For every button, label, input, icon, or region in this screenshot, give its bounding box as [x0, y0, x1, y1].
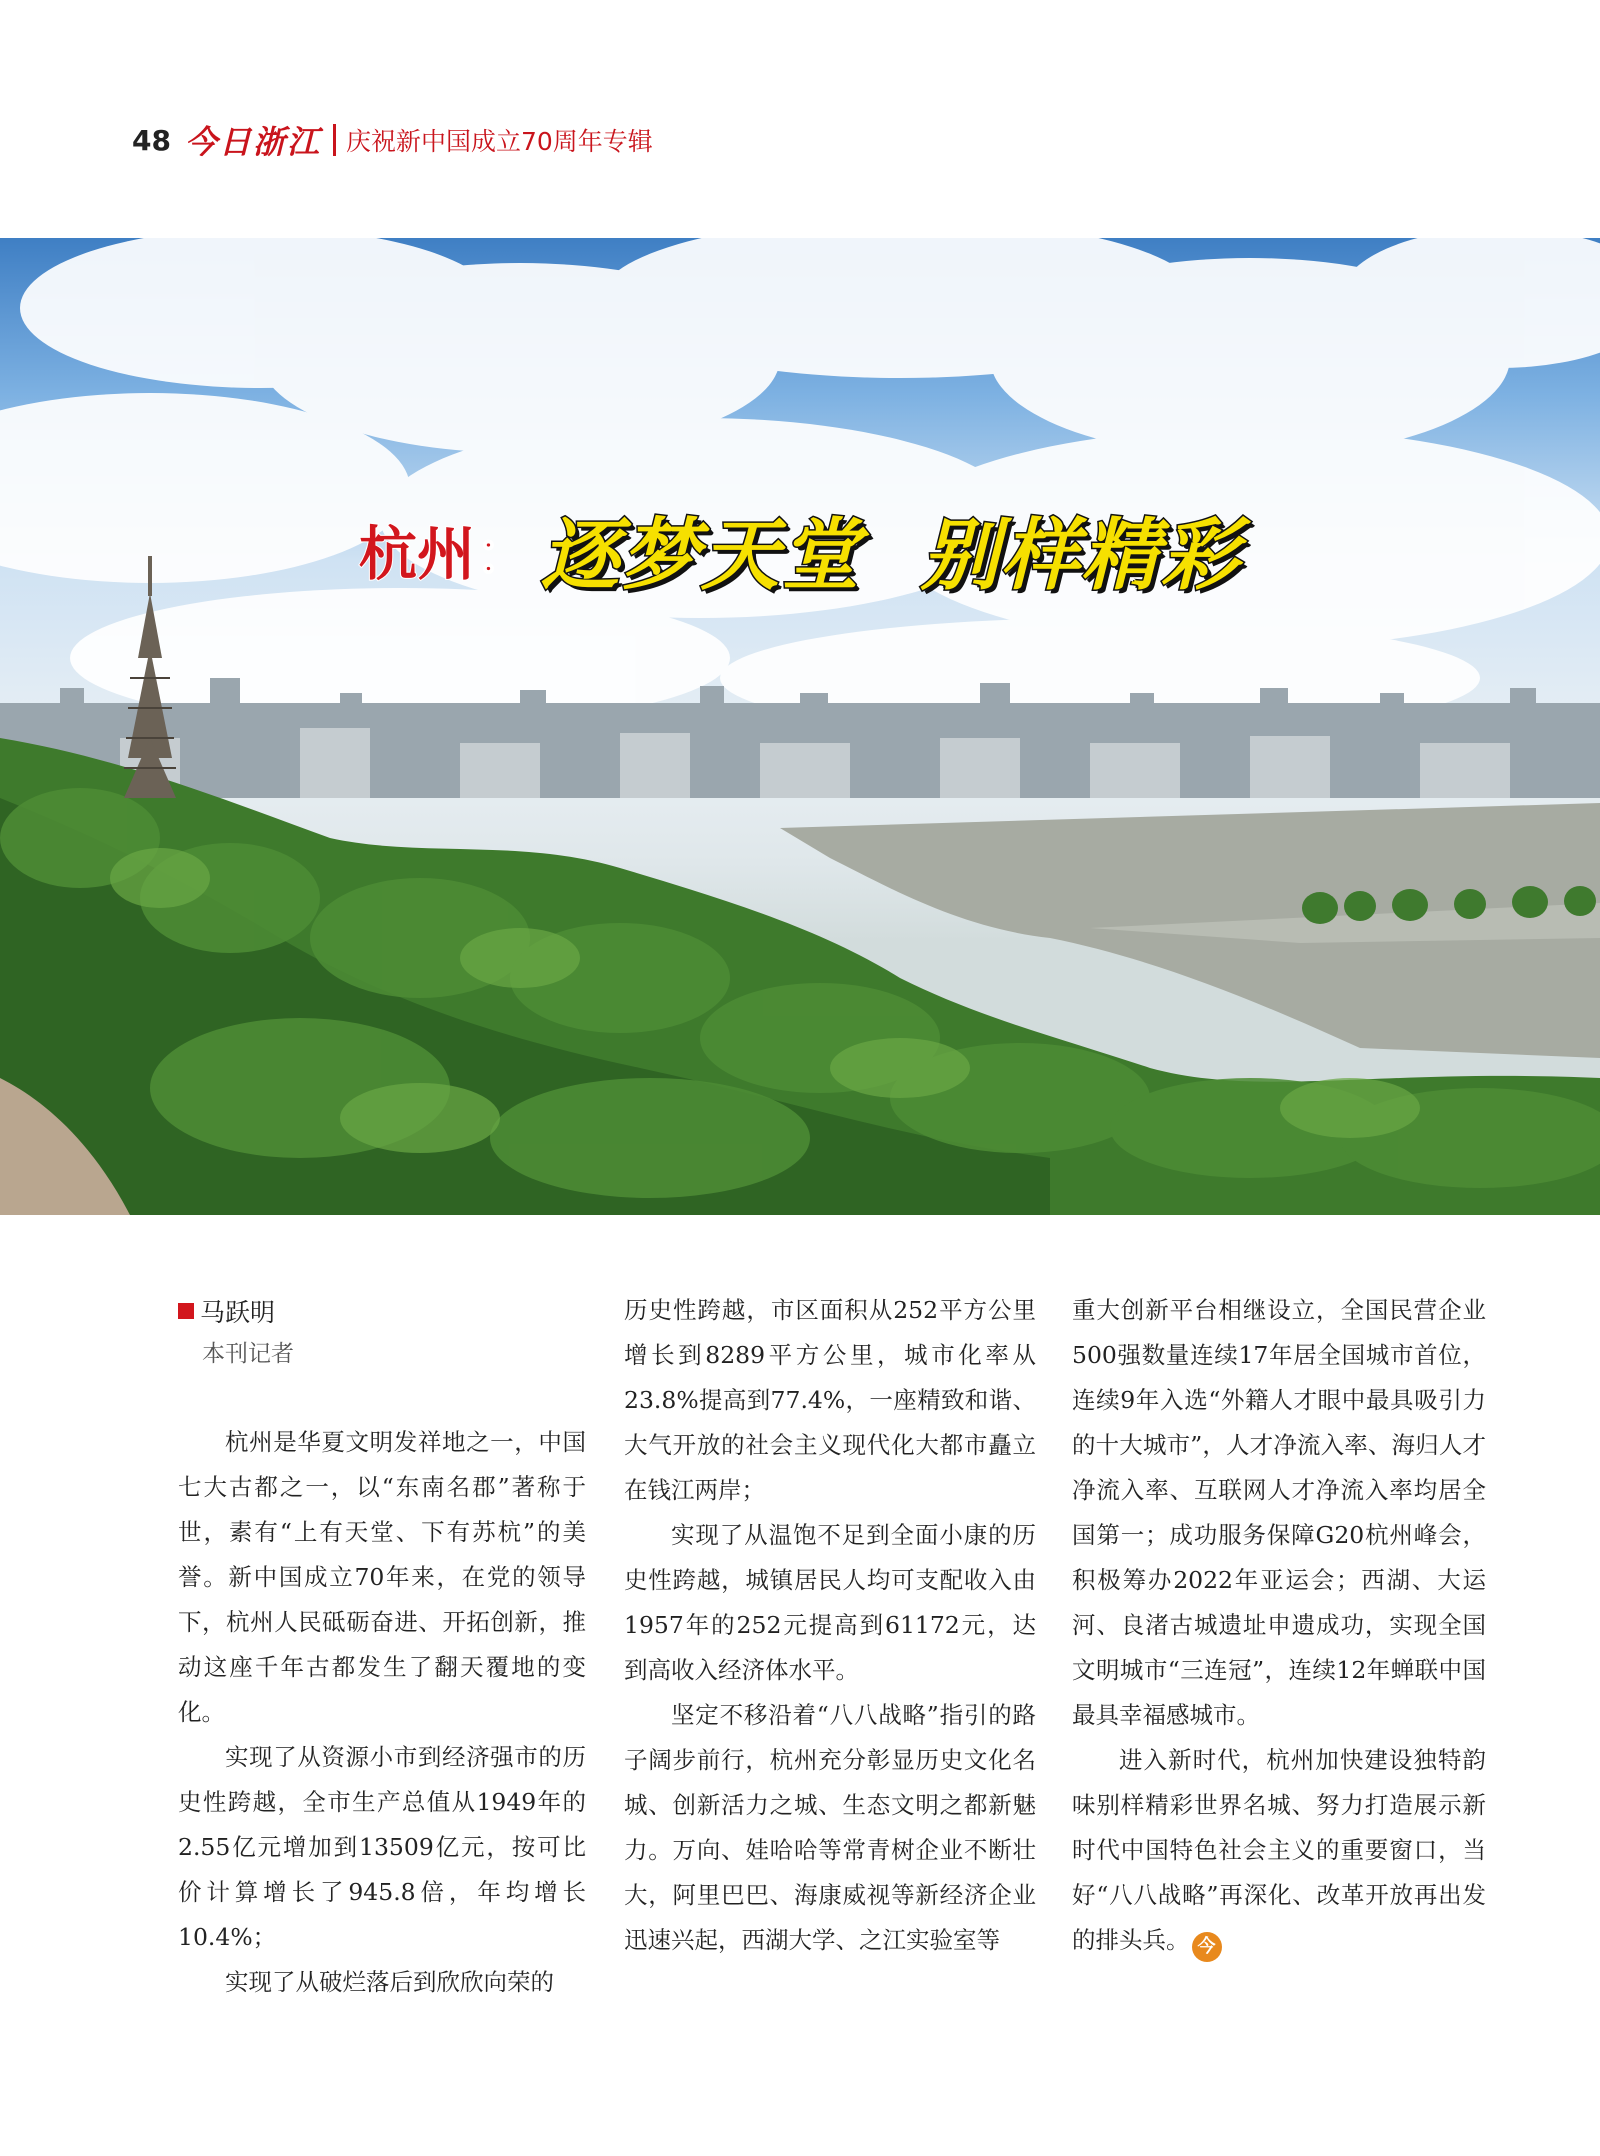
west-lake-landscape-illustration: [0, 238, 1600, 1215]
section-title: 庆祝新中国成立70周年专辑: [345, 127, 653, 156]
magazine-logo: 今日浙江: [184, 123, 321, 161]
page-number: 48: [132, 123, 171, 157]
title-city: 杭州: [358, 520, 475, 588]
hero-photo: [0, 238, 1600, 1215]
paragraph: [1072, 1738, 1486, 1963]
paragraph: 杭州是华夏文明发祥地之一，中国七大古都之一，以“东南名郡”著称于世，素有“上有天堂、下有苏杭”的美誉。新中国成立70年来，在党的领导下，杭州人民砥砺奋进、开拓创新，推动这座千年古都发生了翻天覆地的变化。: [178, 1428, 586, 1726]
title-phrase-2: 别样精彩: [921, 511, 1242, 601]
author-name: 马跃明: [200, 1298, 276, 1327]
paragraph: 实现了从破烂落后到欣欣向荣的: [225, 1968, 554, 1996]
byline: [178, 1293, 275, 1329]
paragraph-continued: 历史性跨越，市区面积从252平方公里增长到8289平方公里，城市化率从23.8%提高到77.4%，一座精致和谐、大气开放的社会主义现代化大都市矗立在钱江两岸；: [624, 1296, 1036, 1504]
closing-paragraph-text: 进入新时代，杭州加快建设独特韵味别样精彩世界名城、努力打造展示新时代中国特色社会主义的重要窗口，当好“八八战略”再深化、改革开放再出发的排头兵。: [1072, 1746, 1486, 1954]
hero-title: [0, 493, 1600, 605]
byline-marker: [178, 1303, 194, 1319]
paragraph: 实现了从资源小市到经济强市的历史性跨越，全市生产总值从1949年的2.55亿元增加到13509亿元，按可比价计算增长了945.8倍，年均增长10.4%；: [178, 1743, 586, 1951]
paragraph: 坚定不移沿着“八八战略”指引的路子阔步前行，杭州充分彰显历史文化名城、创新活力之城、生态文明之都新魅力。万向、娃哈哈等常青树企业不断壮大，阿里巴巴、海康威视等新经济企业迅速兴起，西湖大学、之江实验室等: [624, 1701, 1036, 1954]
article-column-3: [1072, 1288, 1486, 1963]
paragraph: 实现了从温饱不足到全面小康的历史性跨越，城镇居民人均可支配收入由1957年的252元提高到61172元，达到高收入经济体水平。: [624, 1521, 1036, 1684]
title-phrase-1: 逐梦天堂: [541, 511, 862, 601]
paragraph-continued: 重大创新平台相继设立，全国民营企业500强数量连续17年居全国城市首位，连续9年入选“外籍人才眼中最具吸引力的十大城市”，人才净流入率、海归人才净流入率、互联网人才净流入率均居全国第一；成功服务保障G20杭州峰会，积极筹办2022年亚运会；西湖、大运河、良渚古城遗址申遗成功，实现全国文明城市“三连冠”，连续12年蝉联中国最具幸福感城市。: [1072, 1296, 1486, 1729]
author-role: 本刊记者: [202, 1341, 294, 1367]
header-divider: [333, 124, 336, 156]
article-column-1: [178, 1420, 586, 2005]
title-colon: ：: [474, 520, 533, 588]
article-column-2: [624, 1288, 1036, 1963]
end-of-article-icon: 今: [1192, 1932, 1222, 1962]
page-header: [132, 118, 653, 162]
